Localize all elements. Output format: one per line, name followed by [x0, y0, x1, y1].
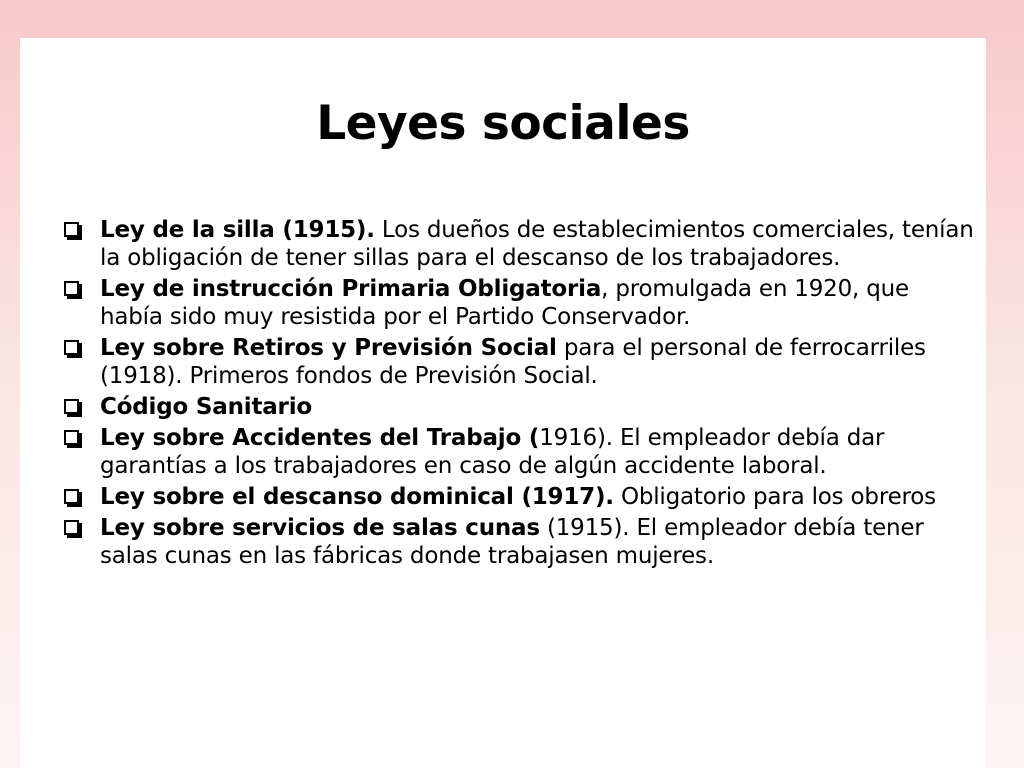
item-heading: Ley sobre el descanso dominical (1917). [100, 484, 614, 510]
item-text: Obligatorio para los obreros [613, 484, 936, 510]
checkbox-square-icon [64, 340, 79, 355]
checkbox-square-icon [64, 489, 79, 504]
list-item-instruccion-primaria [62, 275, 977, 331]
checkbox-square-icon [64, 399, 79, 414]
list-item-retiros-prevision [62, 334, 977, 390]
checkbox-square-icon [64, 222, 79, 237]
checkbox-square-icon [64, 430, 79, 445]
list-item-descanso-dominical [62, 483, 977, 511]
law-list [62, 216, 977, 573]
item-text: (1915). El empleador debía tener salas cunas en las fábricas donde trabajasen mujeres. [100, 515, 924, 569]
item-heading: Código Sanitario [100, 394, 312, 420]
slide-title: Leyes sociales [316, 96, 690, 151]
item-text: , promulgada en 1920, que había sido muy resistida por el Partido Conservador. [100, 276, 909, 330]
checkbox-square-icon [64, 520, 79, 535]
list-item-ley-silla [62, 216, 977, 272]
list-item-accidentes-trabajo [62, 424, 977, 480]
item-heading: Ley sobre servicios de salas cunas [100, 515, 540, 541]
item-heading: Ley sobre Accidentes del Trabajo ( [100, 425, 540, 451]
item-text: 1916). El empleador debía dar garantías a los trabajadores en caso de algún accidente laboral. [100, 425, 885, 479]
list-item-salas-cunas [62, 514, 977, 570]
item-heading: Ley de la silla (1915). [100, 217, 375, 243]
item-text: Los dueños de establecimientos comerciales, tenían la obligación de tener sillas para el descanso de los trabajadores. [100, 217, 974, 271]
item-heading: Ley de instrucción Primaria Obligatoria [100, 276, 602, 302]
list-item-codigo-sanitario [62, 393, 977, 421]
item-text: para el personal de ferrocarriles (1918). Primeros fondos de Previsión Social. [100, 335, 926, 389]
checkbox-square-icon [64, 281, 79, 296]
item-heading: Ley sobre Retiros y Previsión Social [100, 335, 557, 361]
slide [20, 38, 986, 768]
